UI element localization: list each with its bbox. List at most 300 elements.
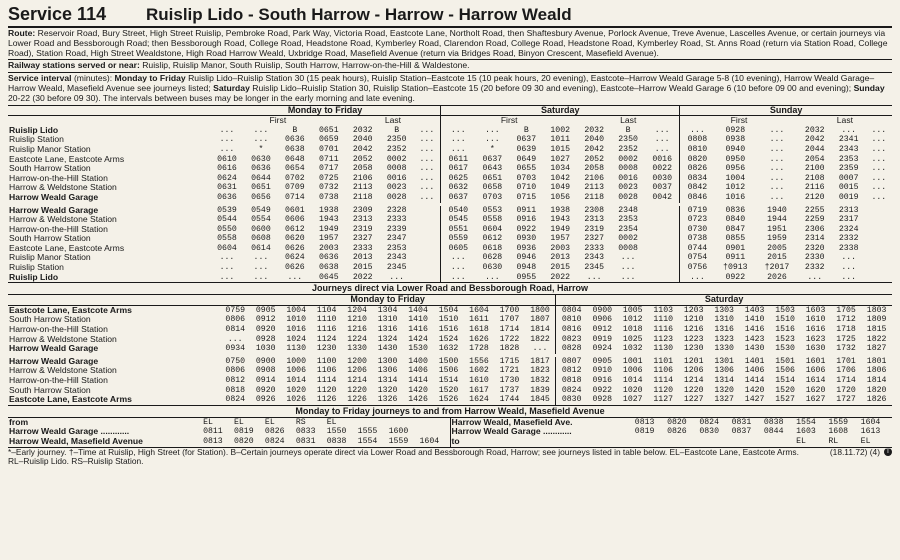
time-cell: 1959 (767, 234, 787, 244)
time-cell: 1604 (860, 417, 881, 427)
time-cell: 0550 (217, 224, 237, 234)
time-cell: 0922 (725, 272, 746, 282)
time-cell: 2106 (584, 173, 604, 183)
time-cell: 0911 (725, 253, 746, 263)
time-cell: 1712 (836, 315, 856, 325)
time-cell: 2319 (584, 224, 604, 234)
time-cell: 1306 (377, 366, 398, 376)
time-cell: 0651 (318, 125, 339, 135)
time-cell: 1725 (836, 334, 856, 344)
time-cell: 0948 (516, 263, 537, 273)
time-cell: 1320 (714, 385, 734, 395)
time-cell: 1938 (550, 205, 571, 215)
direct-journeys-title: Journeys direct via Lower Road and Bessborough Road, Harrow (8, 282, 892, 295)
first-label: First (680, 116, 798, 126)
time-cell: ... (419, 144, 435, 154)
time-cell: 0930 (516, 234, 537, 244)
stop-name: Harrow-on-the-Hill Station (9, 172, 108, 183)
stop-name: Eastcote Lane, Eastcote Arms (9, 242, 125, 253)
time-cell: 1416 (744, 325, 765, 335)
time-cell: 1323 (714, 334, 734, 344)
time-cell: 0844 (763, 427, 784, 437)
time-cell: 2350 (618, 135, 638, 145)
time-cell (866, 206, 892, 216)
interval-mf-label: Monday to Friday (114, 73, 186, 84)
time-cell: 1822 (530, 334, 550, 344)
first-label: First (269, 115, 287, 126)
time-cell: ... (841, 125, 857, 135)
time-cell: 2032 (352, 125, 373, 135)
journey-code: EL (264, 417, 275, 427)
time-cell: 1715 (499, 356, 520, 366)
time-cell: 0938 (725, 135, 746, 145)
time-cell (645, 206, 680, 216)
time-cell: 1705 (836, 305, 856, 315)
time-cell: 0023 (386, 183, 407, 193)
time-cell: 1000 (286, 356, 306, 366)
time-cell: 0608 (251, 234, 271, 244)
time-cell: 1424 (408, 334, 428, 344)
stop-name: Harrow & Weldstone Station (9, 182, 117, 193)
time-cell: ... (219, 263, 235, 273)
time-cell: 1320 (377, 385, 398, 395)
time-cell: 0643 (482, 164, 503, 174)
time-cell: 1005 (622, 305, 643, 315)
time-cell: 2320 (804, 243, 825, 253)
time-cell: 1126 (316, 395, 337, 405)
time-cell: 1301 (714, 356, 734, 366)
time-cell: ... (419, 183, 435, 193)
time-cell: 1500 (438, 356, 459, 366)
time-cell: 1303 (714, 305, 734, 315)
time-cell: 1510 (775, 315, 795, 325)
stop-name: Harrow-on-the-Hill Station (9, 223, 108, 234)
journey-code (388, 418, 419, 428)
time-cell: 1514 (438, 376, 459, 386)
time-cell: ... (769, 125, 785, 135)
stop-name: Ruislip Station (9, 134, 64, 145)
time-cell: 1310 (377, 315, 398, 325)
time-cell: 1416 (408, 325, 428, 335)
time-cell: 0015 (838, 183, 859, 193)
time-cell: 1012 (725, 183, 746, 193)
time-cell: 0604 (217, 243, 237, 253)
time-cell: 1516 (438, 325, 459, 335)
time-cell: 2259 (804, 215, 825, 225)
time-cell: 1426 (408, 395, 428, 405)
time-cell: 0558 (217, 234, 237, 244)
time-cell: 1714 (499, 325, 520, 335)
direct-row (8, 395, 892, 405)
time-cell: 1554 (796, 417, 816, 427)
time-cell: 1714 (836, 376, 856, 386)
time-cell: 2319 (352, 224, 373, 234)
time-cell: 2005 (767, 243, 787, 253)
time-cell: 1004 (286, 305, 306, 315)
time-cell: 2118 (352, 192, 373, 202)
time-cell: 0812 (225, 376, 246, 386)
stop-name: South Harrow Station (9, 384, 91, 395)
time-cell: ... (769, 144, 785, 154)
time-cell: B (523, 125, 529, 135)
time-cell: 2324 (838, 224, 859, 234)
time-cell: 2015 (352, 263, 373, 273)
time-cell: ... (871, 192, 887, 202)
time-cell: 0725 (318, 173, 339, 183)
time-cell: 0008 (386, 164, 407, 174)
time-cell: 0656 (251, 192, 271, 202)
time-cell: 1556 (469, 356, 489, 366)
stop-name: South Harrow Station (9, 233, 91, 244)
time-cell: 1957 (550, 234, 571, 244)
time-cell: 0651 (482, 173, 503, 183)
time-cell: 2255 (804, 205, 825, 215)
time-cell: ... (769, 154, 785, 164)
time-cell: 1707 (499, 315, 520, 325)
time-cell: 0950 (725, 154, 746, 164)
time-cell: 0636 (217, 192, 237, 202)
first-label: First (441, 116, 578, 126)
time-cell: 1807 (530, 315, 550, 325)
time-cell: 1316 (377, 325, 398, 335)
day-mf: Monday to Friday (210, 106, 441, 116)
time-cell: 0002 (618, 154, 638, 164)
time-cell: 1110 (316, 315, 337, 325)
time-cell: ... (219, 144, 235, 154)
time-cell: 1042 (550, 173, 571, 183)
time-cell: 0826 (264, 427, 285, 437)
time-cell: 1127 (653, 395, 674, 405)
time-cell: 1200 (347, 356, 367, 366)
time-cell: 0838 (326, 436, 347, 446)
time-cell: 1600 (388, 427, 409, 437)
time-cell: 0605 (441, 244, 476, 254)
time-cell: 1324 (377, 334, 398, 344)
interval-sat-text: Ruislip Lido–Ruislip Station 30, Ruislip Station–Eastcote 15 (20 before 09 30 and evening), Eastcote–Harrow Weald Garage 6 (10 before 09 00 and evening); (252, 82, 852, 93)
timetable-row (8, 234, 892, 244)
time-cell: 0901 (725, 243, 746, 253)
time-cell: 1845 (530, 395, 550, 405)
time-cell: 1014 (286, 376, 306, 386)
time-cell: 2100 (804, 164, 825, 174)
stop-name: South Harrow Station (9, 163, 91, 174)
time-cell: 0836 (725, 205, 746, 215)
railway-stations (8, 60, 892, 73)
timetable-row (8, 193, 892, 203)
time-cell: ... (807, 272, 823, 282)
journey-code (634, 437, 666, 447)
time-cell: 2333 (352, 243, 373, 253)
time-cell: 1103 (653, 305, 674, 315)
interval-label: Service interval (8, 73, 72, 84)
time-cell: 1504 (438, 305, 459, 315)
time-cell: 0847 (725, 224, 746, 234)
time-cell: 0813 (634, 417, 655, 427)
time-cell: 0759 (225, 305, 246, 315)
time-cell: 0612 (482, 234, 503, 244)
time-cell (866, 234, 892, 244)
time-cell: 2052 (584, 154, 604, 164)
time-cell: 0539 (217, 205, 237, 215)
time-cell: 0636 (318, 253, 339, 263)
time-cell: 0644 (251, 173, 271, 183)
time-cell: ... (769, 135, 785, 145)
timetable-row (8, 164, 892, 174)
time-cell: 0042 (652, 192, 672, 202)
time-cell: B (625, 125, 631, 135)
time-cell: ... (441, 253, 476, 263)
time-cell: ... (654, 135, 670, 145)
time-cell (645, 234, 680, 244)
time-cell: 1330 (714, 344, 734, 354)
time-cell: 1951 (767, 224, 787, 234)
time-cell: ... (871, 154, 887, 164)
time-cell: 0936 (516, 243, 537, 253)
day-header-row (8, 106, 892, 116)
time-cell: 2352 (386, 144, 407, 154)
time-cell: 2044 (804, 144, 825, 154)
masefield-title: Monday to Friday journeys to and from Harrow Weald, Masefield Avenue (8, 405, 892, 418)
time-cell: 2313 (584, 215, 604, 225)
time-cell: 1430 (377, 344, 398, 354)
time-cell: 1617 (469, 385, 489, 395)
time-cell: 2040 (352, 135, 373, 145)
time-cell (866, 253, 892, 263)
time-cell: ... (219, 272, 235, 282)
time-cell: 1523 (775, 334, 795, 344)
time-cell: 1124 (316, 334, 337, 344)
direct-row (8, 325, 892, 335)
time-cell: 2354 (618, 224, 638, 234)
time-cell: 1314 (377, 376, 398, 386)
time-cell: 0601 (285, 205, 305, 215)
code-row (451, 437, 893, 447)
time-cell: 2347 (386, 234, 407, 244)
journey-code (357, 418, 388, 428)
time-cell: 0816 (556, 325, 587, 335)
time-cell: 0554 (251, 215, 271, 225)
time-cell: ... (227, 334, 243, 344)
time-cell: 1700 (499, 305, 520, 315)
time-cell: ... (841, 253, 857, 263)
time-cell: 1106 (653, 366, 674, 376)
time-cell: ... (253, 263, 269, 273)
time-cell: 1814 (530, 325, 550, 335)
masefield-section (8, 418, 892, 448)
timetable-row (8, 183, 892, 193)
time-cell: 2058 (584, 164, 604, 174)
time-cell: 1006 (286, 366, 306, 376)
time-cell: 1604 (419, 436, 440, 446)
time-cell: 0612 (285, 224, 305, 234)
time-cell: 1516 (775, 325, 795, 335)
interval-sun-label: Sunday (853, 82, 885, 93)
stop-name: Eastcote Lane, Eastcote Arms (9, 153, 125, 164)
time-cell (866, 273, 892, 283)
time-cell: 0916 (592, 376, 613, 386)
time-cell: 1611 (469, 315, 489, 325)
time-cell: 1030 (255, 344, 276, 354)
time-cell: 1201 (683, 356, 704, 366)
day-sun: Sunday (680, 106, 892, 116)
time-cell: 0813 (203, 436, 223, 446)
time-cell: 0823 (556, 335, 587, 345)
time-cell: ... (389, 272, 405, 282)
time-cell: 0926 (255, 395, 276, 405)
time-cell: ... (253, 253, 269, 263)
time-cell: 0912 (255, 315, 276, 325)
direct-row (8, 366, 892, 376)
time-cell: 0703 (516, 173, 537, 183)
time-cell (414, 225, 441, 235)
time-cell: 0702 (285, 173, 305, 183)
time-cell: 0806 (225, 315, 246, 325)
time-cell: 0956 (725, 164, 746, 174)
time-cell: 0610 (217, 154, 237, 164)
timetable-row (8, 244, 892, 254)
time-cell: 1001 (622, 356, 643, 366)
journey-code: EL (233, 417, 244, 427)
time-cell: 0905 (592, 356, 613, 366)
operator-mark: T (884, 448, 892, 456)
time-cell: 1406 (408, 366, 428, 376)
time-cell: 0715 (516, 192, 537, 202)
time-cell: 1828 (499, 344, 520, 354)
stop-name: Ruislip Manor Station (9, 252, 91, 263)
time-cell: 1832 (530, 376, 550, 386)
time-cell: 1603 (796, 427, 816, 437)
time-cell: 1223 (683, 334, 704, 344)
direct-row (8, 305, 892, 315)
time-cell: ... (654, 144, 670, 154)
journey-code: EL (203, 417, 213, 427)
time-cell: 0611 (441, 155, 476, 165)
time-cell: 1603 (805, 305, 826, 315)
time-cell: 0810 (556, 315, 587, 325)
time-cell: 1722 (499, 334, 520, 344)
time-cell: 1806 (866, 366, 887, 376)
stop-name: Harrow Weald Garage (9, 191, 99, 202)
time-cell: 2026 (767, 272, 787, 282)
time-cell: 1801 (866, 356, 887, 366)
time-cell: 0717 (318, 164, 339, 174)
time-cell: ... (871, 173, 887, 183)
time-cell: 2015 (767, 253, 787, 263)
time-cell: 0910 (592, 366, 613, 376)
journey-code: RL (828, 436, 839, 446)
time-cell: 1401 (744, 356, 765, 366)
time-cell: 1015 (550, 144, 571, 154)
time-cell: 1304 (377, 305, 398, 315)
time-cell: 1559 (388, 436, 409, 446)
time-cell: 0924 (592, 344, 613, 354)
time-cell: 2343 (838, 144, 859, 154)
time-cell: 1025 (622, 334, 643, 344)
time-cell: 1004 (725, 173, 746, 183)
time-cell: 1632 (438, 344, 459, 354)
journey-code: EL (796, 436, 806, 446)
time-cell: 2032 (804, 125, 825, 135)
time-cell: ... (680, 126, 715, 136)
time-cell: 0544 (217, 215, 237, 225)
time-cell: 0928 (255, 334, 276, 344)
time-cell: ... (419, 192, 435, 202)
time-cell: 1400 (408, 356, 428, 366)
time-cell: 0919 (592, 334, 613, 344)
time-cell: 1623 (805, 334, 826, 344)
time-cell: 0630 (482, 263, 503, 273)
last-label: Last (836, 115, 854, 126)
time-cell: 0037 (652, 183, 672, 193)
time-cell: 0824 (699, 417, 719, 427)
time-cell: 0834 (680, 174, 715, 184)
time-cell: 1314 (714, 376, 734, 386)
time-cell: 2339 (386, 224, 407, 234)
time-cell: 2353 (618, 215, 638, 225)
time-cell: 1524 (438, 334, 459, 344)
time-cell: 0540 (441, 206, 476, 216)
time-cell: ... (441, 273, 476, 283)
time-cell: 0658 (482, 183, 503, 193)
time-cell: 1506 (775, 366, 795, 376)
railway-label: Railway stations served or near: (8, 60, 140, 71)
time-cell: 2118 (584, 192, 604, 202)
time-cell: 2058 (352, 164, 373, 174)
time-cell: 1027 (622, 395, 643, 405)
time-cell: 1938 (318, 205, 339, 215)
time-cell: 0818 (556, 376, 587, 386)
time-cell: 0908 (255, 366, 276, 376)
time-cell: 1123 (653, 334, 674, 344)
time-cell (645, 253, 680, 263)
interval-sun-text: 20-22 (30 before 09 30). The intervals between buses may be longer in the early morning and late evening. (8, 92, 415, 103)
first-last-row (8, 116, 892, 126)
time-cell: 1618 (469, 325, 489, 335)
time-cell: 1306 (714, 366, 734, 376)
time-cell: 0810 (680, 145, 715, 155)
time-cell: ... (419, 125, 435, 135)
time-cell: 0002 (386, 154, 407, 164)
timetable-row (8, 253, 892, 263)
time-cell: 0637 (441, 193, 476, 203)
time-cell: 1020 (286, 385, 306, 395)
time-cell: 0545 (441, 215, 476, 225)
time-cell (414, 244, 441, 254)
time-cell: 1012 (622, 315, 643, 325)
time-cell: ... (441, 263, 476, 273)
time-cell: 0818 (225, 385, 246, 395)
time-cell: 1216 (347, 325, 367, 335)
interval-mf-text: Ruislip Lido–Ruislip Station 30 (15 peak hours), Ruislip Station–Eastcote 15 (10 peak hours, 20 evening), Eastcote–Harrow Weald Garage 5-8 (10 evening), Harrow Weald Garage–Harrow Weald, Masefield Avenue see journeys listed; (8, 73, 875, 93)
time-cell: 1839 (530, 385, 550, 395)
time-cell: 1414 (744, 376, 765, 386)
time-cell (414, 206, 441, 216)
time-cell: 0837 (731, 427, 752, 437)
time-cell (645, 225, 680, 235)
last-label: Last (620, 115, 637, 126)
time-cell: 1214 (347, 376, 367, 386)
time-cell: 2345 (584, 263, 604, 273)
time-cell: 2003 (550, 243, 571, 253)
time-cell: 0023 (618, 183, 638, 193)
time-cell: 1949 (318, 224, 339, 234)
time-cell: ... (586, 272, 602, 282)
time-cell: 0617 (441, 164, 476, 174)
time-cell: 0709 (285, 183, 305, 193)
time-cell: 0714 (285, 192, 305, 202)
time-cell: 1116 (653, 325, 674, 335)
time-cell: 1827 (866, 344, 887, 354)
